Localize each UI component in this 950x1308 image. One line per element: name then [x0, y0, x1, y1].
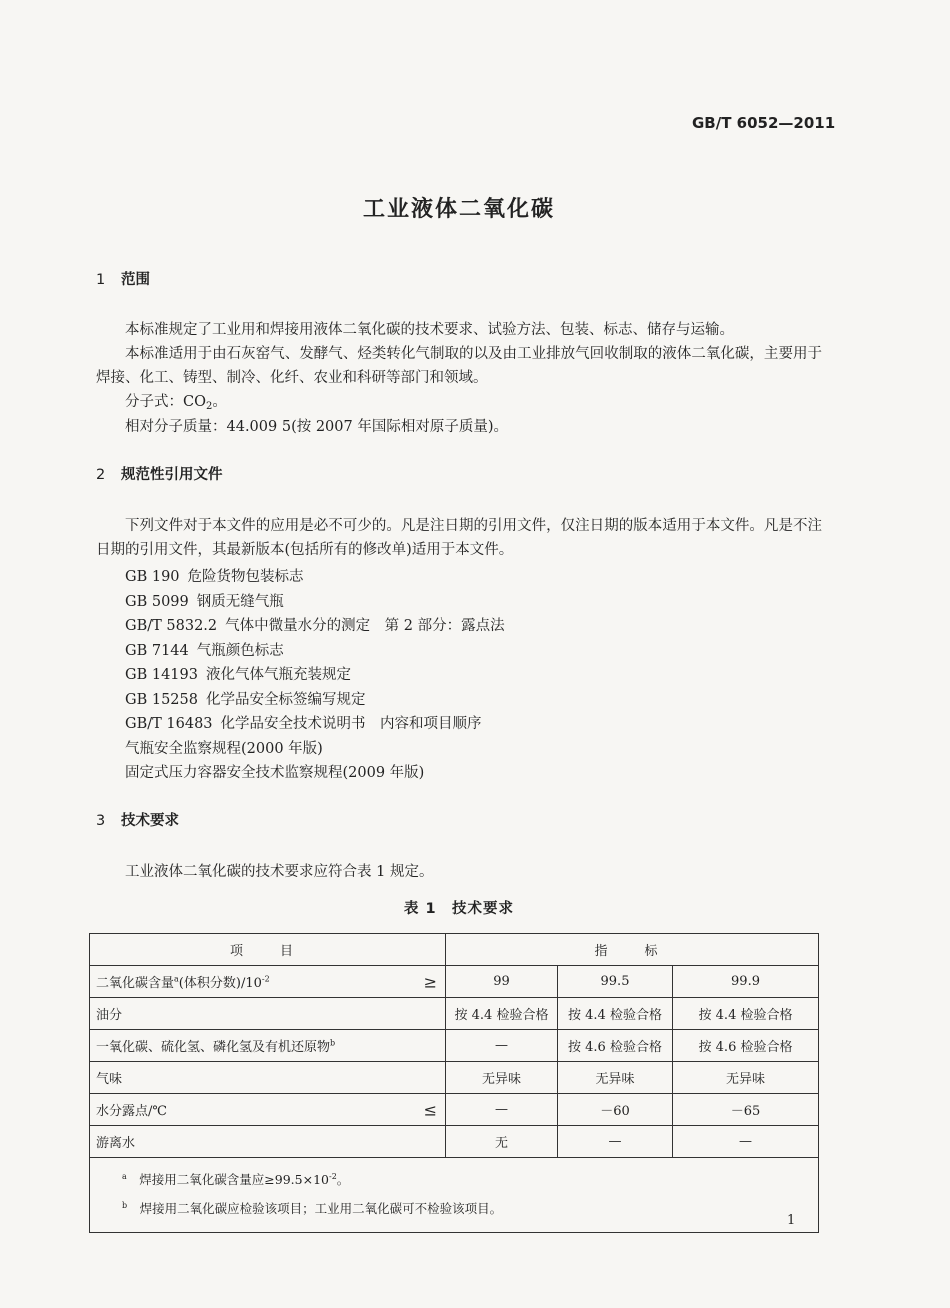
reference-title: 危险货物包装标志 [187, 569, 304, 585]
row-value: 无异味 [558, 1062, 673, 1094]
reference-code: GB 190 [125, 569, 180, 585]
row-value: 99.9 [673, 966, 819, 998]
reference-item [125, 565, 505, 590]
reference-code: GB 14193 [125, 667, 198, 683]
normative-references [125, 565, 505, 786]
molecular-mass: 相对分子质量：44.009 5(按 2007 年国际相对原子质量)。 [125, 419, 509, 435]
row-item: 一氧化碳、硫化氢、磷化氢及有机还原物$^b$ [90, 1030, 446, 1062]
row-value: — [558, 1126, 673, 1158]
reference-title: 液化气体气瓶充装规定 [205, 667, 351, 683]
row-value: — [446, 1030, 558, 1062]
row-value: — [673, 1126, 819, 1158]
specification-table [89, 933, 819, 1233]
reference-code: GB 7144 [125, 642, 189, 659]
section-3-heading [96, 809, 179, 830]
reference-item [125, 590, 505, 615]
section-2-para: 下列文件对于本文件的应用是必不可少的。凡是注日期的引用文件，仅注日期的版本适用于本文件。凡是不注日期的引用文件，其最新版本(包括所有的修改单)适用于本文件。 [96, 518, 822, 558]
relation-symbol: ≥ [423, 972, 437, 991]
row-item: 油分 [90, 998, 446, 1030]
section-title: 技术要求 [121, 813, 179, 829]
reference-title: 气瓶颜色标志 [196, 642, 284, 659]
reference-title: 气瓶安全监察规程(2000 年版) [125, 740, 323, 757]
reference-title: 气体中微量水分的测定 第 2 部分：露点法 [225, 618, 505, 634]
molecular-formula [125, 390, 227, 412]
header-index: 指 标 [446, 934, 819, 966]
table-caption: 表 1 技术要求 [403, 901, 515, 917]
table-row [90, 966, 819, 998]
section-number: 3 [96, 813, 106, 829]
document-title: 工业液体二氧化碳 [362, 197, 555, 222]
reference-item [125, 663, 505, 688]
table-footnotes [90, 1158, 819, 1233]
section-2-heading [96, 463, 223, 484]
section-1-para-1: 本标准规定了工业用和焊接用液体二氧化碳的技术要求、试验方法、包装、标志、储存与运输。 [125, 322, 734, 338]
reference-title: 钢质无缝气瓶 [196, 593, 284, 610]
reference-code: GB/T 16483 [125, 716, 213, 732]
reference-item [125, 761, 505, 786]
section-number: 1 [96, 272, 106, 288]
footnote-a: $^a$ 焊接用二氧化碳含量应$\ge 99.5\times 10^{-2}$。 [122, 1172, 350, 1188]
header-item: 项 目 [90, 934, 446, 966]
reference-item [125, 688, 505, 713]
page-number: 1 [787, 1213, 796, 1228]
footnote-b: $^b$ 焊接用二氧化碳应检验该项目；工业用二氧化碳可不检验该项目。 [122, 1201, 503, 1217]
table-notes-row [90, 1158, 819, 1233]
row-item: 游离水 [90, 1126, 446, 1158]
table-row [90, 1062, 819, 1094]
reference-code: GB 5099 [125, 593, 189, 610]
reference-item [125, 737, 505, 762]
row-value: 按 4.4 检验合格 [558, 998, 673, 1030]
reference-code: GB/T 5832.2 [125, 618, 218, 634]
section-1-heading [96, 268, 150, 289]
row-value: 按 4.6 检验合格 [558, 1030, 673, 1062]
table-row [90, 998, 819, 1030]
row-value: －60 [558, 1094, 673, 1126]
relation-symbol: ≤ [423, 1100, 437, 1119]
formula-end: 。 [212, 394, 227, 410]
row-item: 二氧化碳含量$^a$(体积分数)$/10^{-2}$ ≥ [90, 966, 446, 998]
standard-number: GB/T 6052—2011 [692, 114, 836, 132]
section-3-para: 工业液体二氧化碳的技术要求应符合表 1 规定。 [125, 864, 434, 880]
table-header-row [90, 934, 819, 966]
section-title: 规范性引用文件 [121, 467, 223, 483]
reference-title: 固定式压力容器安全技术监察规程(2009 年版) [125, 765, 425, 781]
row-value: 按 4.4 检验合格 [446, 998, 558, 1030]
row-value: －65 [673, 1094, 819, 1126]
reference-code: GB 15258 [125, 691, 198, 708]
table-row [90, 1126, 819, 1158]
reference-item [125, 712, 505, 737]
reference-item [125, 614, 505, 639]
reference-item [125, 639, 505, 664]
formula-subscript: 2 [205, 401, 213, 412]
reference-title: 化学品安全标签编写规定 [205, 691, 366, 708]
section-1-para-2: 本标准适用于由石灰窑气、发酵气、烃类转化气制取的以及由工业排放气回收制取的液体二氧化碳，主要用于焊接、化工、铸型、制冷、化纤、农业和科研等部门和领域。 [96, 346, 822, 386]
section-number: 2 [96, 467, 106, 483]
row-value: 99 [446, 966, 558, 998]
row-value: 按 4.6 检验合格 [673, 1030, 819, 1062]
section-title: 范围 [121, 272, 150, 288]
table-row [90, 1094, 819, 1126]
row-value: 99.5 [558, 966, 673, 998]
row-value: 无异味 [446, 1062, 558, 1094]
formula-label: 分子式：CO [125, 394, 206, 410]
table-row [90, 1030, 819, 1062]
row-item: 水分露点/℃ ≤ [90, 1094, 446, 1126]
row-item: 气味 [90, 1062, 446, 1094]
row-value: 无异味 [673, 1062, 819, 1094]
row-value: 无 [446, 1126, 558, 1158]
row-value: — [446, 1094, 558, 1126]
row-value: 按 4.4 检验合格 [673, 998, 819, 1030]
reference-title: 化学品安全技术说明书 内容和项目顺序 [220, 716, 482, 732]
